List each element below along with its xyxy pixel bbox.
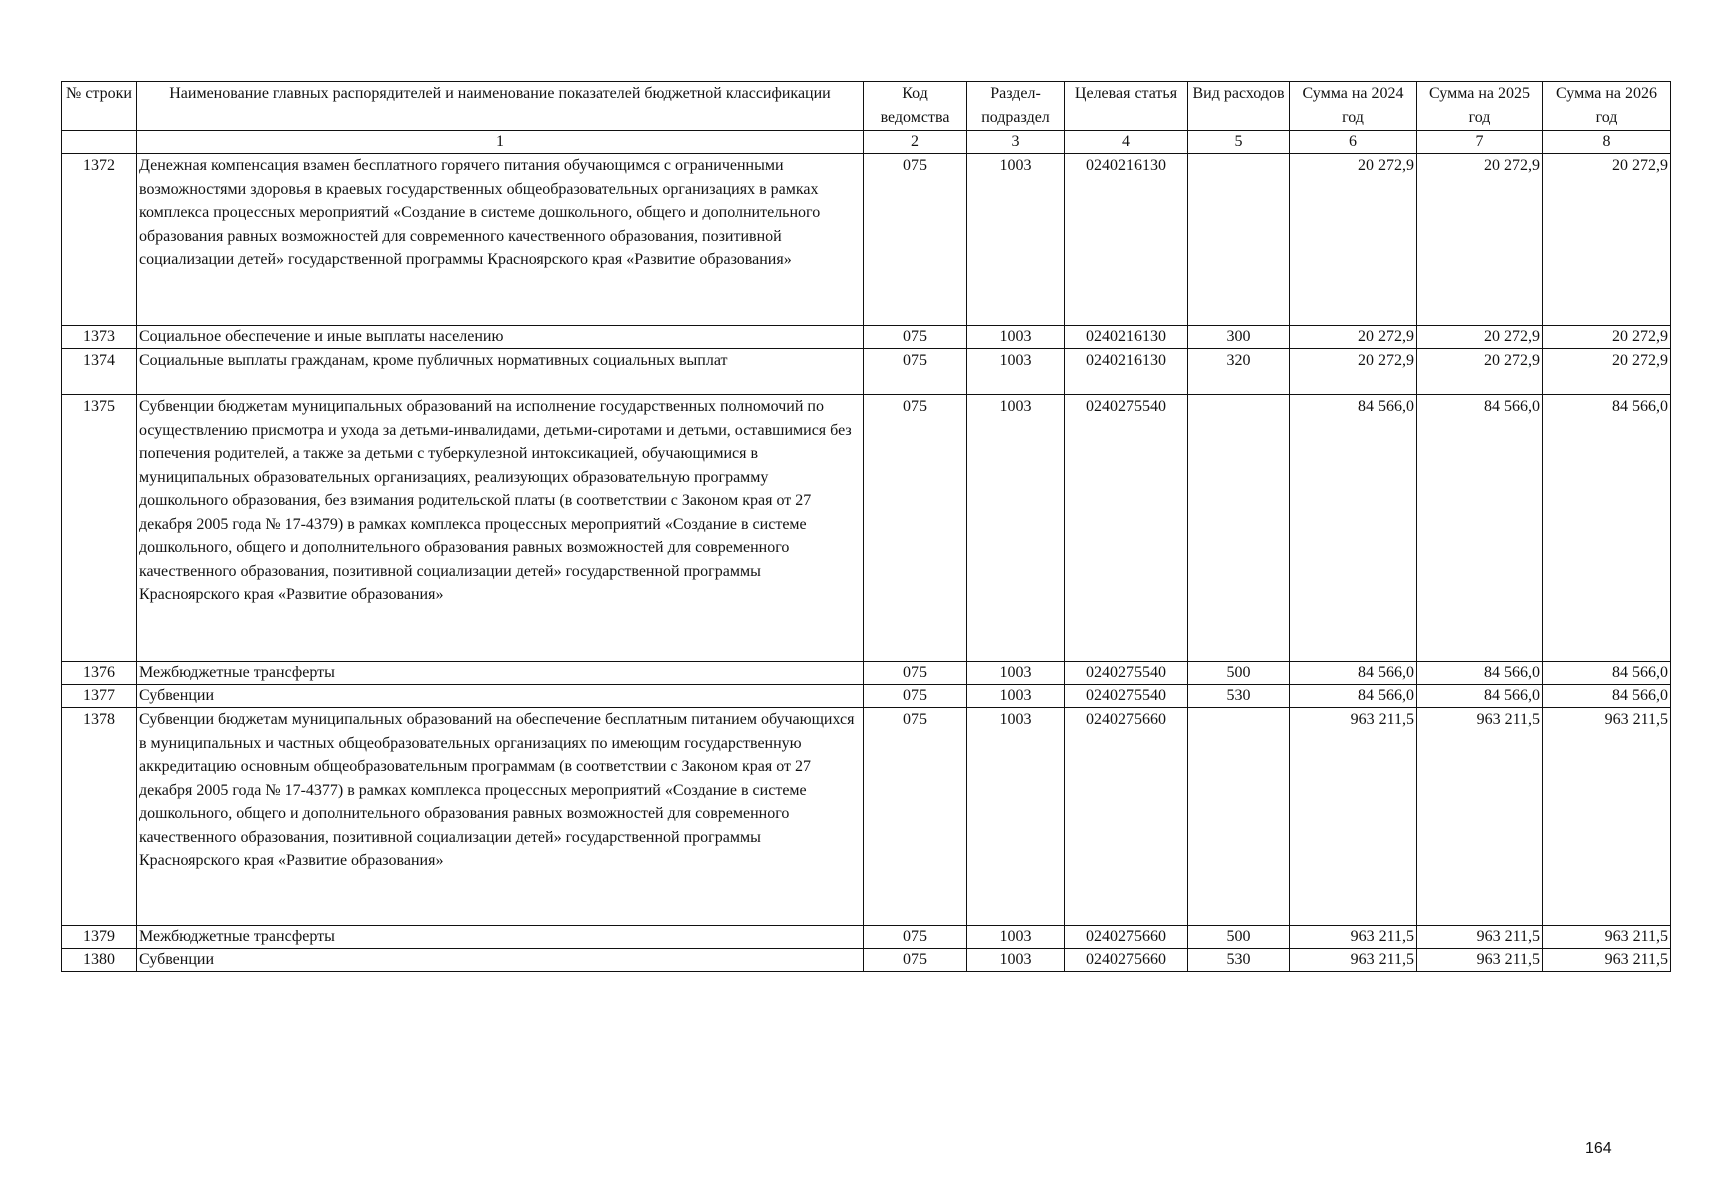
row-number: 1373 bbox=[62, 326, 137, 349]
dept-code: 075 bbox=[864, 708, 967, 926]
dept-code: 075 bbox=[864, 949, 967, 972]
dept-code: 075 bbox=[864, 154, 967, 326]
expense-type bbox=[1188, 395, 1290, 662]
section-code: 1003 bbox=[967, 662, 1065, 685]
row-number: 1378 bbox=[62, 708, 137, 926]
sum-2024: 84 566,0 bbox=[1290, 395, 1417, 662]
header-sum-2024: Сумма на 2024 год bbox=[1290, 82, 1417, 131]
row-number: 1379 bbox=[62, 926, 137, 949]
sum-2024: 84 566,0 bbox=[1290, 662, 1417, 685]
dept-code: 075 bbox=[864, 926, 967, 949]
expense-type: 530 bbox=[1188, 685, 1290, 708]
section-code: 1003 bbox=[967, 685, 1065, 708]
target-code: 0240275660 bbox=[1065, 926, 1188, 949]
sum-2026: 963 211,5 bbox=[1543, 708, 1671, 926]
sum-2025: 20 272,9 bbox=[1417, 154, 1543, 326]
sum-2024: 20 272,9 bbox=[1290, 349, 1417, 395]
sum-2026: 20 272,9 bbox=[1543, 154, 1671, 326]
target-code: 0240275660 bbox=[1065, 708, 1188, 926]
column-number bbox=[62, 131, 137, 154]
expense-type bbox=[1188, 154, 1290, 326]
table-row bbox=[62, 395, 1671, 662]
target-code: 0240275660 bbox=[1065, 949, 1188, 972]
sum-2024: 963 211,5 bbox=[1290, 708, 1417, 926]
expense-type: 530 bbox=[1188, 949, 1290, 972]
expense-type: 500 bbox=[1188, 662, 1290, 685]
column-number: 3 bbox=[967, 131, 1065, 154]
column-number: 2 bbox=[864, 131, 967, 154]
sum-2025: 84 566,0 bbox=[1417, 662, 1543, 685]
section-code: 1003 bbox=[967, 395, 1065, 662]
expense-type: 320 bbox=[1188, 349, 1290, 395]
table-row bbox=[62, 926, 1671, 949]
sum-2024: 20 272,9 bbox=[1290, 326, 1417, 349]
row-number: 1376 bbox=[62, 662, 137, 685]
sum-2025: 20 272,9 bbox=[1417, 349, 1543, 395]
row-name: Субвенции бюджетам муниципальных образований на исполнение государственных полномочий по осуществлению присмотра и ухода за детьми-инвалидами, детьми-сиротами и детьми, оставшимися без попечения родителей, а также за детьми с туберкулезной интоксикацией, обучающимися в муниципальных образовательных организациях, реализующих образовательную программу дошкольного образования, без взимания родительской платы (в соответствии с Законом края от 27 декабря 2005 года № 17-4379) в рамках комплекса процессных мероприятий «Создание в системе дошкольного, общего и дополнительного образования равных возможностей для современного качественного образования, позитивной социализации детей» государственной программы Красноярского края «Развитие образования» bbox=[137, 395, 864, 662]
dept-code: 075 bbox=[864, 395, 967, 662]
header-expense-type: Вид расходов bbox=[1188, 82, 1290, 131]
table-row bbox=[62, 949, 1671, 972]
row-number: 1372 bbox=[62, 154, 137, 326]
sum-2024: 84 566,0 bbox=[1290, 685, 1417, 708]
header-name: Наименование главных распорядителей и наименование показателей бюджетной классификации bbox=[137, 82, 864, 131]
header-row-no: № строки bbox=[62, 82, 137, 131]
section-code: 1003 bbox=[967, 154, 1065, 326]
dept-code: 075 bbox=[864, 662, 967, 685]
target-code: 0240275540 bbox=[1065, 685, 1188, 708]
expense-type: 500 bbox=[1188, 926, 1290, 949]
sum-2026: 20 272,9 bbox=[1543, 326, 1671, 349]
section-code: 1003 bbox=[967, 926, 1065, 949]
sum-2026: 84 566,0 bbox=[1543, 395, 1671, 662]
section-code: 1003 bbox=[967, 326, 1065, 349]
sum-2025: 963 211,5 bbox=[1417, 949, 1543, 972]
row-number: 1375 bbox=[62, 395, 137, 662]
row-name: Межбюджетные трансферты bbox=[137, 926, 864, 949]
table-row bbox=[62, 349, 1671, 395]
dept-code: 075 bbox=[864, 326, 967, 349]
row-name: Межбюджетные трансферты bbox=[137, 662, 864, 685]
column-number: 8 bbox=[1543, 131, 1671, 154]
row-name: Субвенции бюджетам муниципальных образований на обеспечение бесплатным питанием обучающихся в муниципальных и частных общеобразовательных организациях по имеющим государственную аккредитацию основным общеобразовательным программам (в соответствии с Законом края от 27 декабря 2005 года № 17-4377) в рамках комплекса процессных мероприятий «Создание в системе дошкольного, общего и дополнительного образования равных возможностей для современного качественного образования, позитивной социализации детей» государственной программы Красноярского края «Развитие образования» bbox=[137, 708, 864, 926]
target-code: 0240275540 bbox=[1065, 662, 1188, 685]
sum-2025: 84 566,0 bbox=[1417, 395, 1543, 662]
sum-2024: 963 211,5 bbox=[1290, 926, 1417, 949]
sum-2024: 20 272,9 bbox=[1290, 154, 1417, 326]
column-number: 6 bbox=[1290, 131, 1417, 154]
sum-2024: 963 211,5 bbox=[1290, 949, 1417, 972]
header-sum-2025: Сумма на 2025 год bbox=[1417, 82, 1543, 131]
sum-2026: 84 566,0 bbox=[1543, 662, 1671, 685]
sum-2025: 84 566,0 bbox=[1417, 685, 1543, 708]
table-row bbox=[62, 708, 1671, 926]
table-row bbox=[62, 662, 1671, 685]
column-number: 7 bbox=[1417, 131, 1543, 154]
row-number: 1377 bbox=[62, 685, 137, 708]
section-code: 1003 bbox=[967, 708, 1065, 926]
target-code: 0240216130 bbox=[1065, 349, 1188, 395]
target-code: 0240216130 bbox=[1065, 154, 1188, 326]
row-name: Субвенции bbox=[137, 949, 864, 972]
header-row bbox=[62, 82, 1671, 131]
header-sum-2026: Сумма на 2026 год bbox=[1543, 82, 1671, 131]
row-name: Социальное обеспечение и иные выплаты населению bbox=[137, 326, 864, 349]
table-row bbox=[62, 685, 1671, 708]
page-number: 164 bbox=[1585, 1140, 1612, 1157]
sum-2026: 963 211,5 bbox=[1543, 949, 1671, 972]
row-number: 1380 bbox=[62, 949, 137, 972]
row-number: 1374 bbox=[62, 349, 137, 395]
sum-2025: 20 272,9 bbox=[1417, 326, 1543, 349]
sum-2025: 963 211,5 bbox=[1417, 708, 1543, 926]
row-name: Субвенции bbox=[137, 685, 864, 708]
column-numbers-row bbox=[62, 131, 1671, 154]
sum-2026: 20 272,9 bbox=[1543, 349, 1671, 395]
dept-code: 075 bbox=[864, 349, 967, 395]
budget-table bbox=[61, 81, 1671, 972]
expense-type bbox=[1188, 708, 1290, 926]
sum-2025: 963 211,5 bbox=[1417, 926, 1543, 949]
sum-2026: 84 566,0 bbox=[1543, 685, 1671, 708]
column-number: 5 bbox=[1188, 131, 1290, 154]
header-target: Целевая статья bbox=[1065, 82, 1188, 131]
section-code: 1003 bbox=[967, 349, 1065, 395]
target-code: 0240216130 bbox=[1065, 326, 1188, 349]
section-code: 1003 bbox=[967, 949, 1065, 972]
sum-2026: 963 211,5 bbox=[1543, 926, 1671, 949]
header-dept-code: Код ведомства bbox=[864, 82, 967, 131]
expense-type: 300 bbox=[1188, 326, 1290, 349]
header-section: Раздел-подраздел bbox=[967, 82, 1065, 131]
row-name: Денежная компенсация взамен бесплатного горячего питания обучающимся с ограниченными возможностями здоровья в краевых государственных общеобразовательных организациях в рамках комплекса процессных мероприятий «Создание в системе дошкольного, общего и дополнительного образования равных возможностей для современного качественного образования, позитивной социализации детей» государственной программы Красноярского края «Развитие образования» bbox=[137, 154, 864, 326]
row-name: Социальные выплаты гражданам, кроме публичных нормативных социальных выплат bbox=[137, 349, 864, 395]
table-row bbox=[62, 154, 1671, 326]
column-number: 1 bbox=[137, 131, 864, 154]
column-number: 4 bbox=[1065, 131, 1188, 154]
target-code: 0240275540 bbox=[1065, 395, 1188, 662]
table-row bbox=[62, 326, 1671, 349]
dept-code: 075 bbox=[864, 685, 967, 708]
